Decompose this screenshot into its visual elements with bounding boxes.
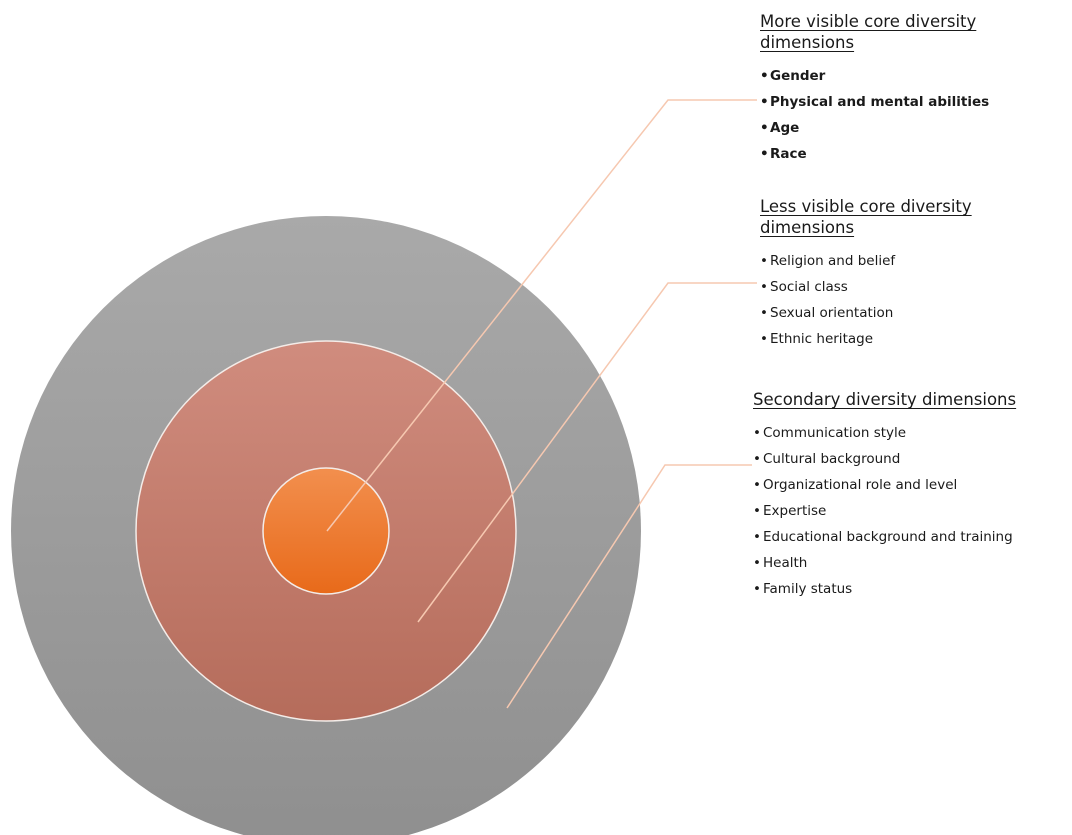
list-item: • Sexual orientation: [760, 300, 1060, 326]
more-visible-dimensions-group: [760, 11, 1060, 167]
list-item: • Social class: [760, 274, 1060, 300]
list-item: • Educational background and training: [753, 524, 1068, 550]
more-visible-dimensions-title: More visible core diversity dimensions: [760, 12, 977, 52]
secondary-dimensions-list: [753, 420, 1068, 602]
more-visible-dimensions-list: [760, 63, 1060, 167]
secondary-dimensions-group: [753, 389, 1068, 602]
list-item: • Communication style: [753, 420, 1068, 446]
list-item: • Cultural background: [753, 446, 1068, 472]
list-item: • Organizational role and level: [753, 472, 1068, 498]
list-item: • Gender: [760, 63, 1060, 89]
less-visible-dimensions-group: [760, 196, 1060, 352]
less-visible-dimensions-title: Less visible core diversity dimensions: [760, 197, 972, 237]
list-item: • Family status: [753, 576, 1068, 602]
list-item: • Age: [760, 115, 1060, 141]
list-item: • Expertise: [753, 498, 1068, 524]
list-item: • Race: [760, 141, 1060, 167]
list-item: • Physical and mental abilities: [760, 89, 1060, 115]
secondary-dimensions-title: Secondary diversity dimensions: [753, 390, 1017, 409]
list-item: • Ethnic heritage: [760, 326, 1060, 352]
less-visible-dimensions-list: [760, 248, 1060, 352]
list-item: • Health: [753, 550, 1068, 576]
list-item: • Religion and belief: [760, 248, 1060, 274]
inner-circle-more-visible: [263, 468, 389, 594]
